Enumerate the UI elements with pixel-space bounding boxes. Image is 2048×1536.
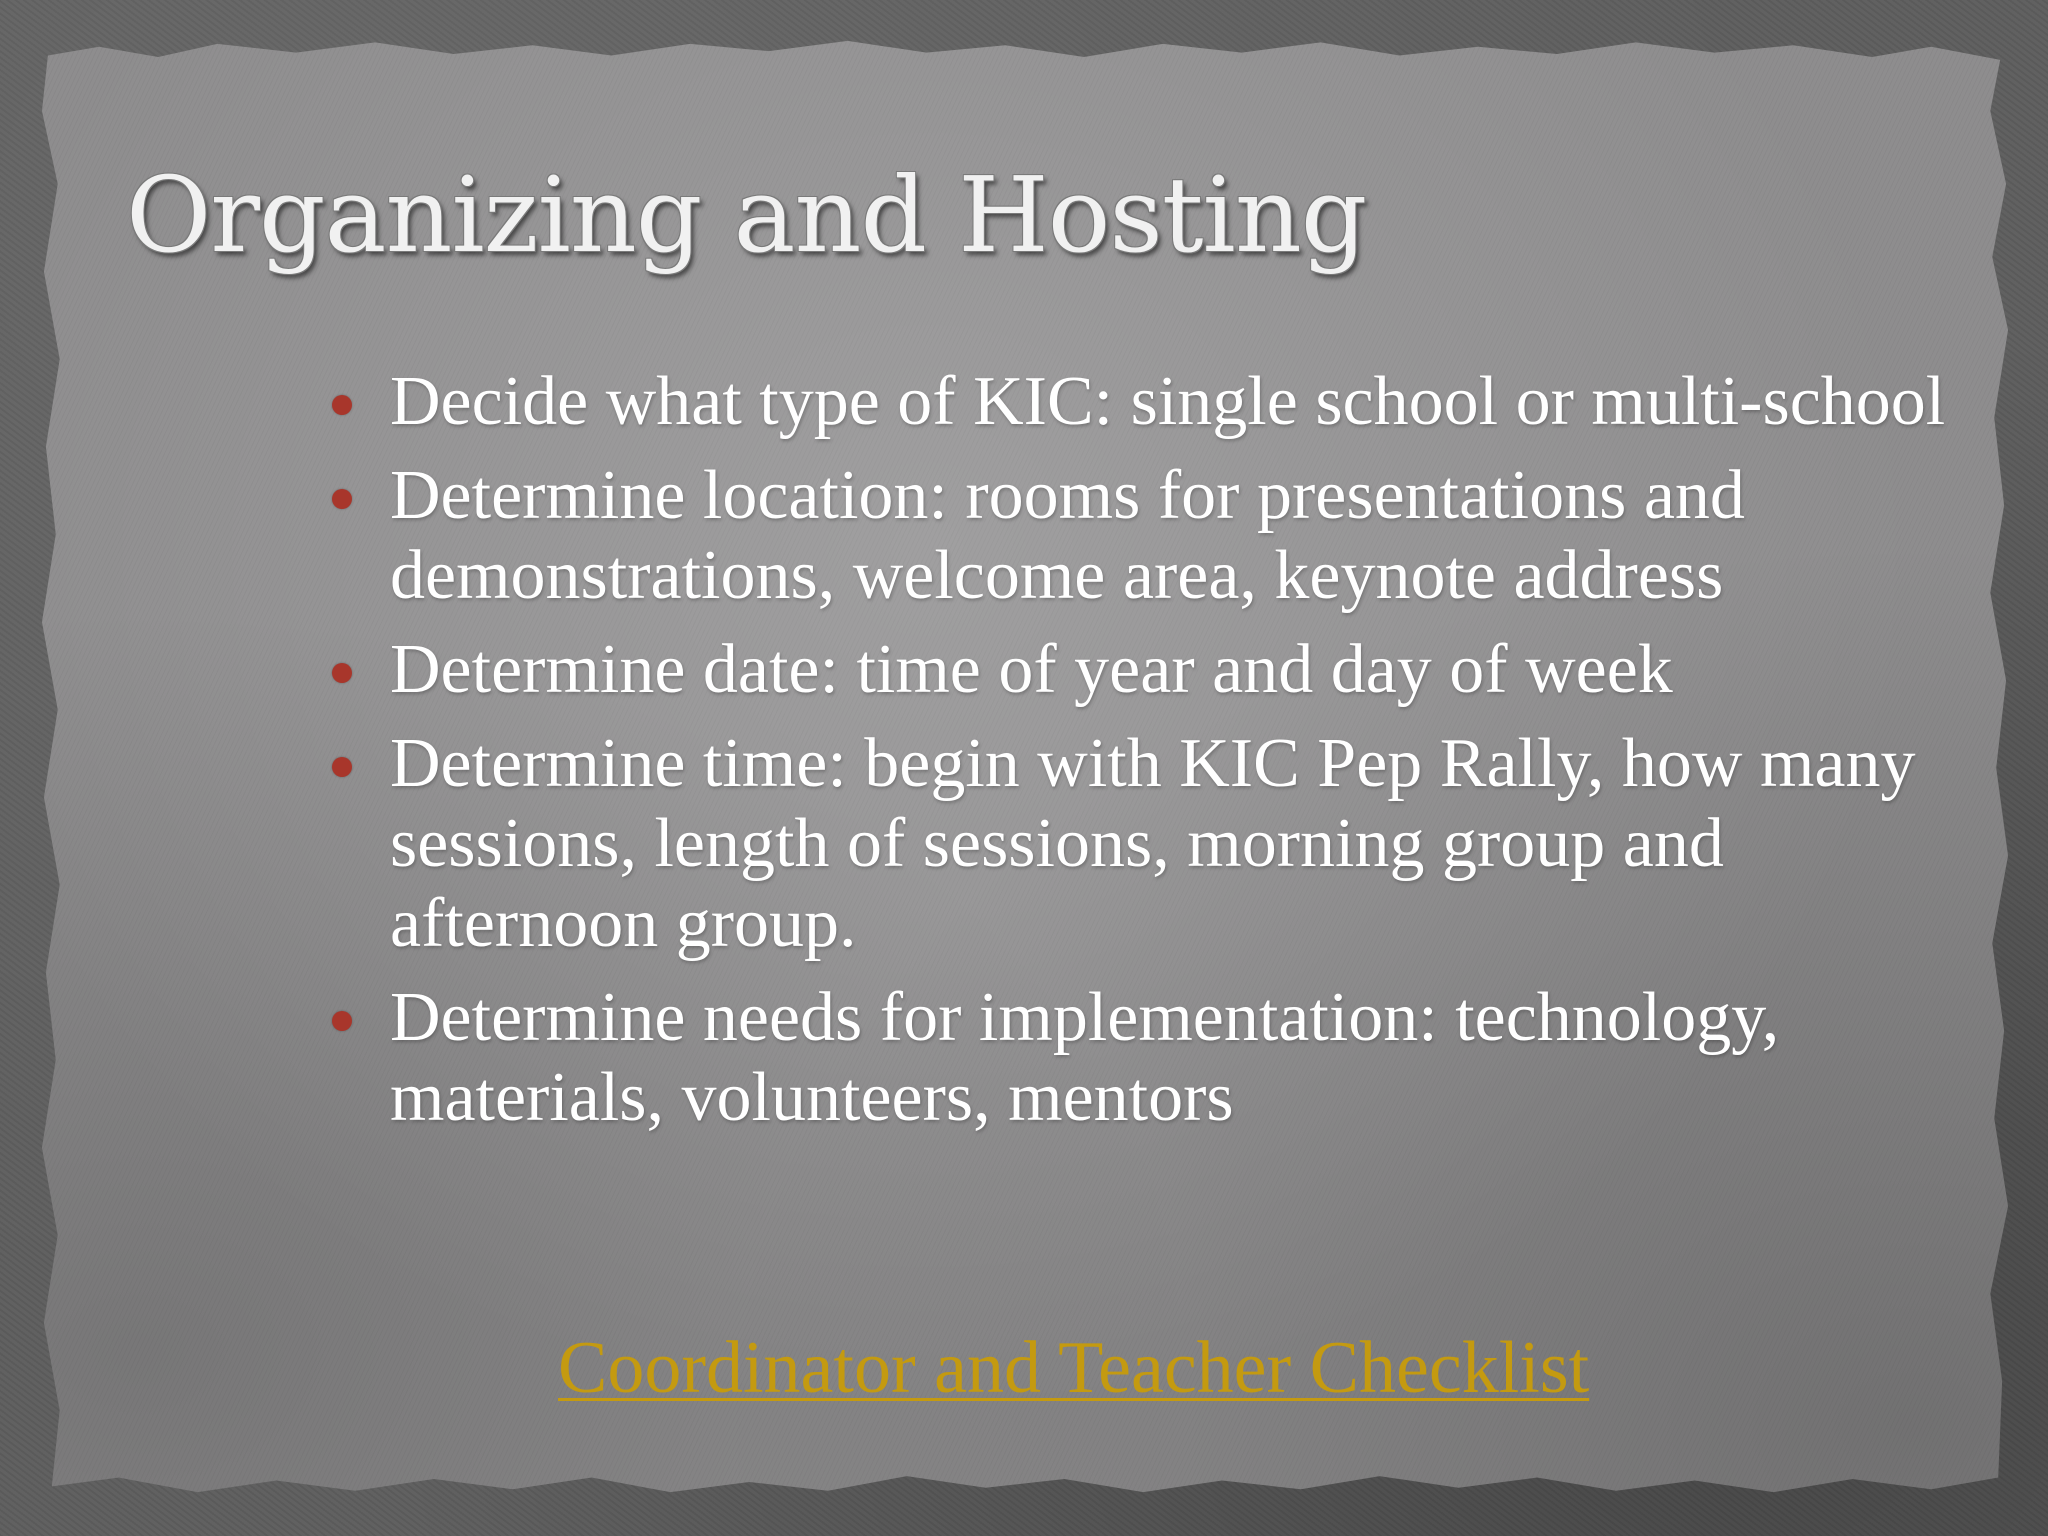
bullet-text: Determine needs for implementation: technology, materials, volunteers, mentors	[390, 979, 1780, 1136]
bullet-text: Determine location: rooms for presentations and demonstrations, welcome area, keynote address	[390, 457, 1745, 614]
bullet-item	[332, 724, 1952, 964]
checklist-link[interactable]: Coordinator and Teacher Checklist	[558, 1327, 1590, 1409]
bullet-text: Determine date: time of year and day of week	[390, 631, 1673, 708]
bullet-dot-icon	[332, 395, 352, 415]
bullet-dot-icon	[332, 663, 352, 683]
bullet-dot-icon	[332, 489, 352, 509]
slide-title: Organizing and Hosting	[126, 154, 1367, 276]
bullet-dot-icon	[332, 1011, 352, 1031]
bullet-item	[332, 456, 1952, 616]
bullet-dot-icon	[332, 757, 352, 777]
bullet-text: Determine time: begin with KIC Pep Rally, how many sessions, length of sessions, morning group and afternoon group.	[390, 725, 1916, 962]
bullet-item	[332, 630, 1952, 710]
bullet-list	[332, 362, 1952, 1152]
bullet-item	[332, 362, 1952, 442]
bullet-text: Decide what type of KIC: single school or multi-school	[390, 363, 1946, 440]
bullet-item	[332, 978, 1952, 1138]
